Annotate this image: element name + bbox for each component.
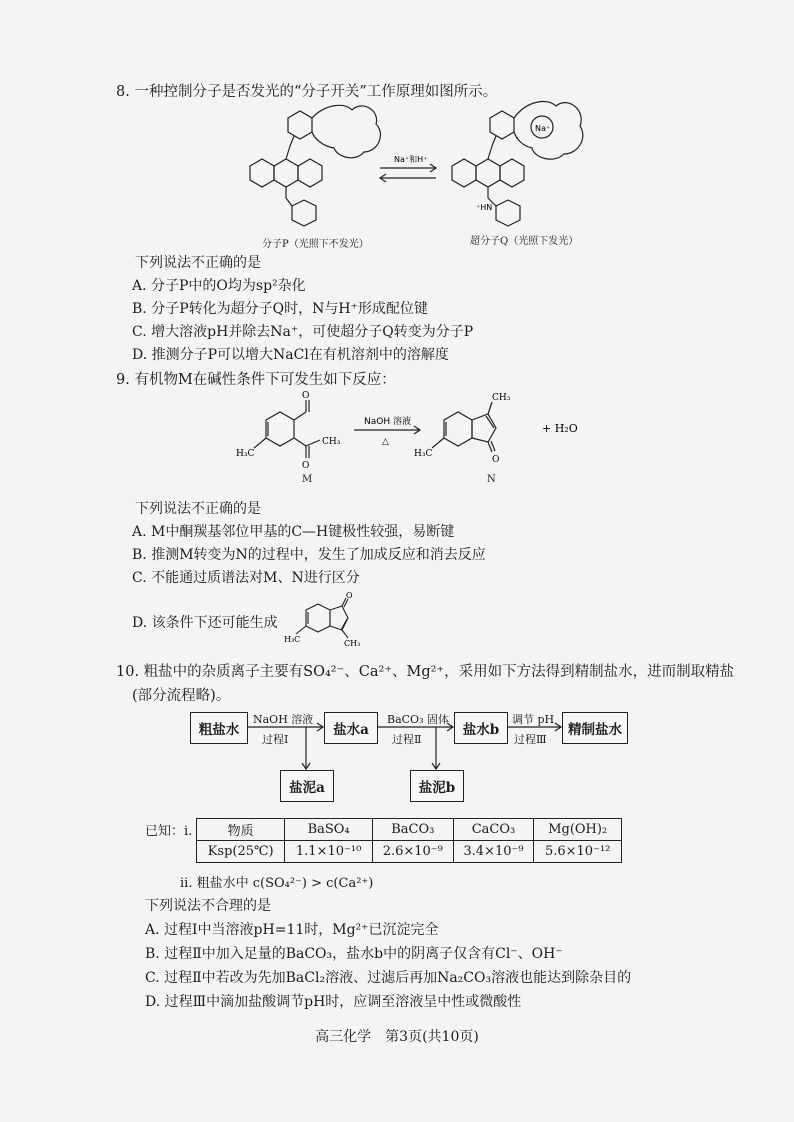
ksp-header-cell: CaCO₃ — [453, 819, 534, 841]
ksp-value-cell: 5.6×10⁻¹² — [534, 841, 622, 863]
q8-stem: 8. 一种控制分子是否发光的“分子开关”工作原理如图所示。 — [116, 84, 498, 100]
q9-d-h3c: H₃C — [284, 635, 301, 644]
flow-box-brine-a: 盐水a — [324, 712, 378, 744]
flow-step2-label: 过程Ⅱ — [392, 733, 422, 746]
q9-reagent-top: NaOH 溶液 — [364, 417, 411, 427]
q10-known-ii: ii. 粗盐水中 c(SO₄²⁻) > c(Ca²⁺) — [180, 876, 374, 891]
q8-arrow-label: Na⁺和H⁺ — [394, 155, 428, 164]
ksp-table-header-row — [197, 819, 622, 841]
ksp-value-cell: Ksp(25℃) — [197, 841, 285, 863]
q8-mol-p-caption: 分子P（光照下不发光） — [262, 239, 369, 250]
ksp-header-cell: Mg(OH)₂ — [534, 819, 622, 841]
flow-box-mud-a: 盐泥a — [280, 770, 334, 802]
ksp-table-value-row — [197, 841, 622, 863]
ksp-header-cell: BaCO₃ — [372, 819, 453, 841]
q9-m-ch3: CH₃ — [322, 437, 341, 447]
flow-step1-reagent: NaOH 溶液 — [253, 713, 314, 726]
q9-m-label: M — [302, 474, 313, 485]
q10-option-d: D. 过程Ⅲ中滴加盐酸调节pH时，应调至溶液呈中性或微酸性 — [145, 994, 522, 1010]
q9-n-ch3: CH₃ — [492, 393, 511, 403]
ksp-value-cell: 2.6×10⁻⁹ — [372, 841, 453, 863]
q9-reagent-bottom: △ — [382, 437, 389, 447]
q9-n-h3c: H₃C — [414, 449, 433, 459]
q9-reaction-diagram — [230, 386, 590, 486]
q9-d-o: O — [346, 591, 353, 600]
q8-option-a: A. 分子P中的O均为sp²杂化 — [132, 278, 306, 294]
q8-option-c: C. 增大溶液pH并除去Na⁺，可使超分子Q转变为分子P — [132, 324, 474, 340]
flow-step1-label: 过程Ⅰ — [262, 733, 289, 746]
q9-option-c: C. 不能通过质谱法对M、N进行区分 — [132, 570, 360, 586]
q8-na-label: Na⁺ — [535, 124, 551, 133]
q8-ask: 下列说法不正确的是 — [135, 255, 261, 271]
q10-stem-line1: 10. 粗盐中的杂质离子主要有SO₄²⁻、Ca²⁺、Mg²⁺，采用如下方法得到精制盐水，进而制取精盐 — [116, 664, 735, 680]
q10-option-b: B. 过程Ⅱ中加入足量的BaCO₃，盐水b中的阴离子仅含有Cl⁻、OH⁻ — [145, 946, 563, 962]
q9-m-o-bottom: O — [302, 461, 310, 471]
q9-option-b: B. 推测M转变为N的过程中，发生了加成反应和消去反应 — [132, 547, 486, 563]
ksp-value-cell: 3.4×10⁻⁹ — [453, 841, 534, 863]
q9-option-a: A. M中酮羰基邻位甲基的C—H键极性较强，易断键 — [132, 524, 455, 540]
ksp-value-cell: 1.1×10⁻¹⁰ — [285, 841, 373, 863]
page-footer: 高三化学 第3页(共10页) — [315, 1029, 479, 1045]
q9-m-h3c: H₃C — [236, 449, 255, 459]
flow-box-refined-brine: 精制盐水 — [562, 712, 628, 744]
q10-option-a: A. 过程Ⅰ中当溶液pH=11时，Mg²⁺已沉淀完全 — [145, 922, 439, 938]
ksp-table — [196, 818, 622, 863]
q8-option-d: D. 推测分子P可以增大NaCl在有机溶剂中的溶解度 — [132, 347, 449, 363]
flow-box-mud-b: 盐泥b — [410, 770, 464, 802]
q9-option-d-structure — [284, 590, 364, 648]
ksp-header-cell: BaSO₄ — [285, 819, 373, 841]
q9-plus-water: + H₂O — [542, 422, 578, 435]
q9-stem: 9. 有机物M在碱性条件下可发生如下反应： — [116, 372, 396, 388]
flow-step3-label: 过程Ⅲ — [514, 733, 547, 746]
flow-step2-reagent: BaCO₃ 固体 — [387, 713, 449, 726]
q8-hn-label: ⁺HN — [476, 203, 493, 212]
q10-option-c: C. 过程Ⅱ中若改为先加BaCl₂溶液、过滤后再加Na₂CO₃溶液也能达到除杂目的 — [145, 970, 632, 986]
q8-mol-q-caption: 超分子Q（光照下发光） — [470, 236, 579, 247]
q9-m-o-top: O — [302, 391, 310, 401]
flow-step3-reagent: 调节 pH — [512, 713, 555, 726]
q9-d-ch3: CH₃ — [344, 639, 361, 648]
ksp-header-cell: 物质 — [197, 819, 285, 841]
q9-ask: 下列说法不正确的是 — [135, 501, 261, 517]
q8-molecule-diagram — [230, 96, 590, 248]
q9-n-label: N — [487, 474, 496, 485]
q10-stem-line2: (部分流程略)。 — [132, 688, 231, 704]
q9-n-o: O — [492, 455, 500, 465]
flow-box-brine-b: 盐水b — [454, 712, 508, 744]
q10-known-prefix: 已知：i. — [145, 824, 193, 839]
q10-ask: 下列说法不合理的是 — [145, 898, 271, 914]
q9-option-d: D. 该条件下还可能生成 — [132, 615, 278, 631]
q8-option-b: B. 分子P转化为超分子Q时，N与H⁺形成配位键 — [132, 301, 428, 317]
flow-box-crude-brine: 粗盐水 — [190, 712, 248, 744]
